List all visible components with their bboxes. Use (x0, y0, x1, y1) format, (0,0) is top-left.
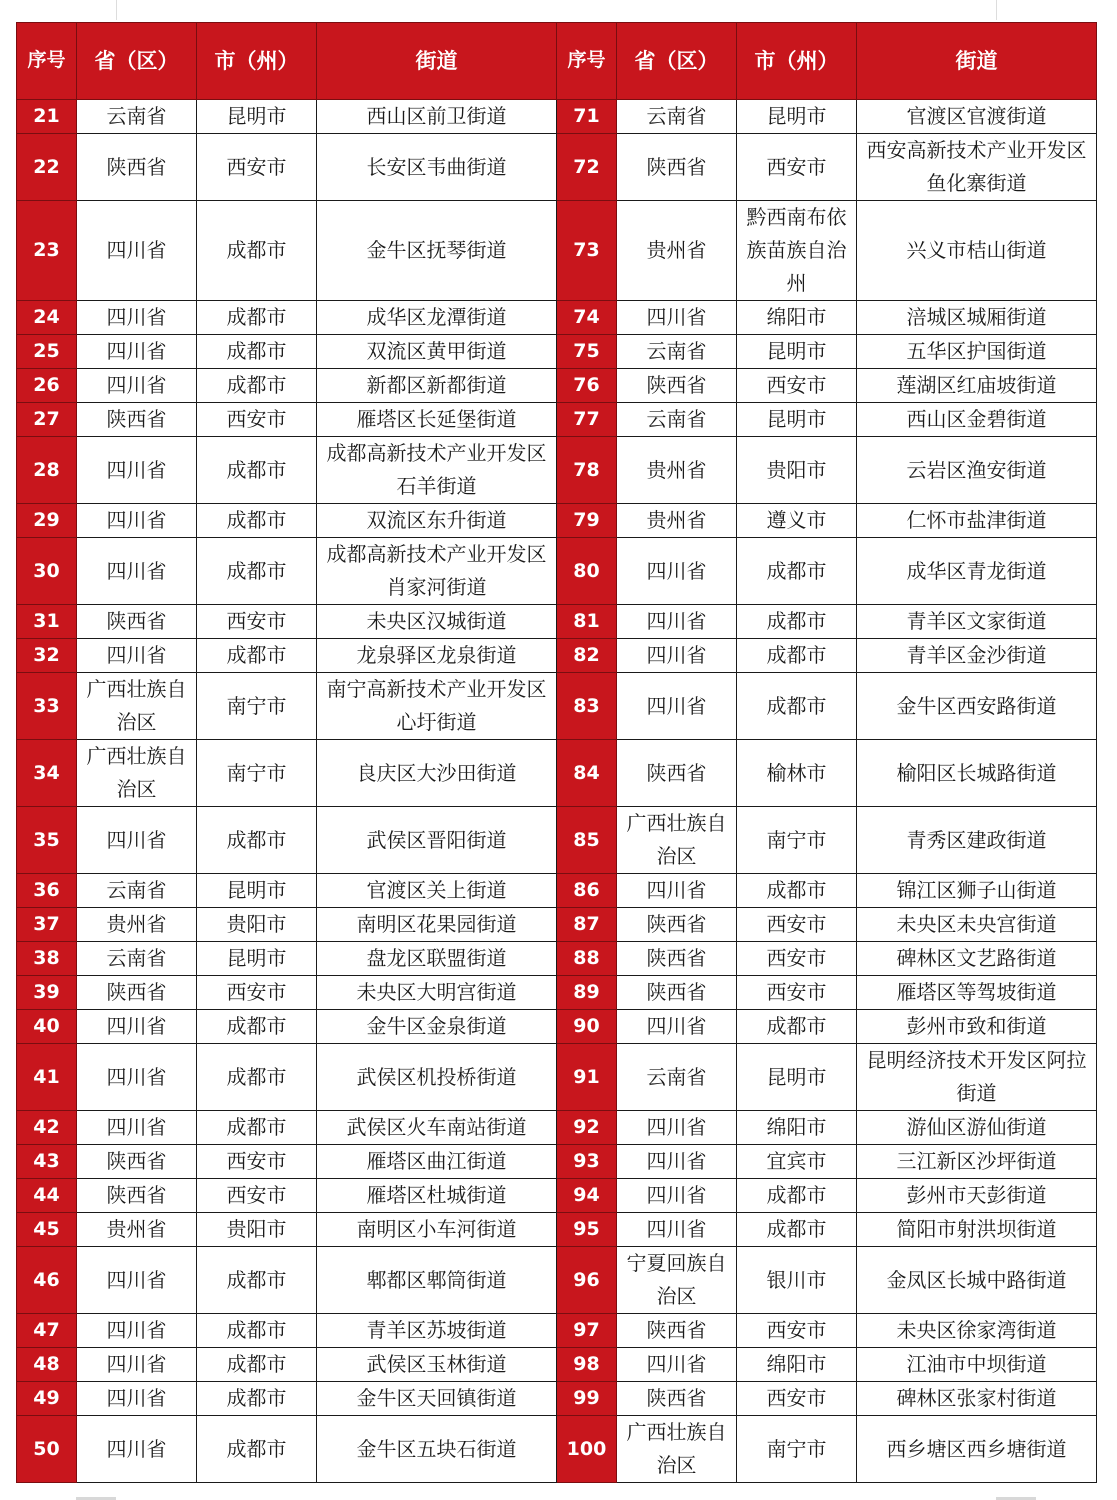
cell-street: 彭州市天彭街道 (857, 1179, 1097, 1213)
cell-province: 陕西省 (77, 134, 197, 201)
cell-street: 西山区金碧街道 (857, 403, 1097, 437)
cell-city: 遵义市 (737, 504, 857, 538)
table-row (17, 201, 1097, 301)
cell-index: 43 (17, 1145, 77, 1179)
cell-index: 90 (557, 1010, 617, 1044)
cell-province: 广西壮族自治区 (617, 1416, 737, 1483)
table-row (17, 335, 1097, 369)
cell-index: 46 (17, 1247, 77, 1314)
cell-city: 昆明市 (197, 942, 317, 976)
cell-city: 银川市 (737, 1247, 857, 1314)
table-row (17, 504, 1097, 538)
cell-city: 成都市 (197, 369, 317, 403)
cell-province: 陕西省 (617, 134, 737, 201)
cell-province: 四川省 (77, 1382, 197, 1416)
cell-index: 92 (557, 1111, 617, 1145)
table-row (17, 1213, 1097, 1247)
cell-city: 西安市 (737, 134, 857, 201)
cell-index: 34 (17, 740, 77, 807)
cell-street: 武侯区火车南站街道 (317, 1111, 557, 1145)
header-index: 序号 (557, 23, 617, 100)
cell-street: 未央区未央宫街道 (857, 908, 1097, 942)
table-row (17, 807, 1097, 874)
cell-index: 99 (557, 1382, 617, 1416)
cell-province: 四川省 (77, 1010, 197, 1044)
cell-province: 四川省 (617, 874, 737, 908)
cell-street: 碑林区张家村街道 (857, 1382, 1097, 1416)
table-row (17, 673, 1097, 740)
cell-province: 四川省 (617, 538, 737, 605)
cell-city: 西安市 (737, 976, 857, 1010)
cell-province: 四川省 (77, 504, 197, 538)
cell-street: 雁塔区长延堡街道 (317, 403, 557, 437)
cell-city: 成都市 (737, 639, 857, 673)
cell-city: 西安市 (737, 942, 857, 976)
cell-street: 龙泉驿区龙泉街道 (317, 639, 557, 673)
table-row (17, 1314, 1097, 1348)
cell-street: 涪城区城厢街道 (857, 301, 1097, 335)
cell-index: 96 (557, 1247, 617, 1314)
cell-street: 西安高新技术产业开发区鱼化寨街道 (857, 134, 1097, 201)
cell-city: 成都市 (197, 1314, 317, 1348)
cell-index: 81 (557, 605, 617, 639)
cell-city: 西安市 (197, 403, 317, 437)
table-row (17, 942, 1097, 976)
cell-province: 四川省 (77, 1044, 197, 1111)
cell-index: 22 (17, 134, 77, 201)
cell-street: 三江新区沙坪街道 (857, 1145, 1097, 1179)
cell-province: 四川省 (617, 673, 737, 740)
cell-city: 绵阳市 (737, 1348, 857, 1382)
cell-street: 雁塔区杜城街道 (317, 1179, 557, 1213)
cell-province: 四川省 (77, 437, 197, 504)
cell-street: 南明区花果园街道 (317, 908, 557, 942)
cell-street: 雁塔区曲江街道 (317, 1145, 557, 1179)
cell-street: 简阳市射洪坝街道 (857, 1213, 1097, 1247)
cell-province: 云南省 (617, 335, 737, 369)
cell-index: 50 (17, 1416, 77, 1483)
cell-city: 昆明市 (197, 874, 317, 908)
cell-city: 贵阳市 (197, 1213, 317, 1247)
table-row (17, 605, 1097, 639)
cell-index: 39 (17, 976, 77, 1010)
cell-index: 26 (17, 369, 77, 403)
cell-province: 陕西省 (617, 976, 737, 1010)
cell-city: 成都市 (197, 1111, 317, 1145)
cell-street: 青羊区苏坡街道 (317, 1314, 557, 1348)
cell-index: 89 (557, 976, 617, 1010)
cell-index: 83 (557, 673, 617, 740)
cell-street: 南宁高新技术产业开发区心圩街道 (317, 673, 557, 740)
cell-province: 宁夏回族自治区 (617, 1247, 737, 1314)
cell-street: 未央区大明宫街道 (317, 976, 557, 1010)
cell-city: 成都市 (197, 1247, 317, 1314)
cell-street: 莲湖区红庙坡街道 (857, 369, 1097, 403)
cell-city: 成都市 (197, 538, 317, 605)
cell-index: 38 (17, 942, 77, 976)
table-row (17, 403, 1097, 437)
cell-street: 金凤区长城中路街道 (857, 1247, 1097, 1314)
cell-province: 贵州省 (617, 201, 737, 301)
cell-province: 四川省 (77, 639, 197, 673)
cell-index: 95 (557, 1213, 617, 1247)
cell-city: 成都市 (197, 1348, 317, 1382)
cell-street: 江油市中坝街道 (857, 1348, 1097, 1382)
cell-city: 西安市 (197, 605, 317, 639)
cell-province: 四川省 (77, 1314, 197, 1348)
cell-city: 南宁市 (197, 673, 317, 740)
cell-street: 碑林区文艺路街道 (857, 942, 1097, 976)
cell-province: 四川省 (617, 1111, 737, 1145)
table-row (17, 874, 1097, 908)
cell-province: 贵州省 (77, 1213, 197, 1247)
header-row (17, 23, 1097, 100)
cell-index: 23 (17, 201, 77, 301)
table-row (17, 100, 1097, 134)
cell-street: 金牛区西安路街道 (857, 673, 1097, 740)
cell-province: 四川省 (77, 335, 197, 369)
cell-province: 陕西省 (617, 740, 737, 807)
cell-province: 四川省 (77, 301, 197, 335)
cell-index: 86 (557, 874, 617, 908)
cell-province: 四川省 (617, 1145, 737, 1179)
cell-province: 陕西省 (617, 908, 737, 942)
cell-city: 西安市 (197, 1145, 317, 1179)
header-street: 街道 (857, 23, 1097, 100)
cell-street: 官渡区关上街道 (317, 874, 557, 908)
cell-street: 成都高新技术产业开发区石羊街道 (317, 437, 557, 504)
cell-city: 西安市 (737, 1314, 857, 1348)
table-row (17, 1247, 1097, 1314)
cell-street: 仁怀市盐津街道 (857, 504, 1097, 538)
cell-index: 40 (17, 1010, 77, 1044)
cell-index: 84 (557, 740, 617, 807)
cell-street: 西乡塘区西乡塘街道 (857, 1416, 1097, 1483)
cell-street: 未央区汉城街道 (317, 605, 557, 639)
cell-index: 88 (557, 942, 617, 976)
cell-street: 锦江区狮子山街道 (857, 874, 1097, 908)
cell-province: 四川省 (617, 1010, 737, 1044)
cell-city: 西安市 (197, 134, 317, 201)
cell-city: 成都市 (197, 1416, 317, 1483)
header-street: 街道 (317, 23, 557, 100)
cell-province: 云南省 (77, 100, 197, 134)
cell-city: 成都市 (197, 1382, 317, 1416)
cell-province: 贵州省 (617, 504, 737, 538)
cell-city: 成都市 (737, 1213, 857, 1247)
cell-index: 80 (557, 538, 617, 605)
cell-city: 成都市 (197, 437, 317, 504)
cell-index: 77 (557, 403, 617, 437)
cell-province: 云南省 (617, 1044, 737, 1111)
cell-index: 85 (557, 807, 617, 874)
cell-province: 云南省 (617, 403, 737, 437)
cell-province: 四川省 (617, 1348, 737, 1382)
cell-city: 成都市 (197, 1044, 317, 1111)
cell-province: 云南省 (77, 874, 197, 908)
cell-province: 广西壮族自治区 (77, 740, 197, 807)
cell-street: 成都高新技术产业开发区肖家河街道 (317, 538, 557, 605)
cell-index: 49 (17, 1382, 77, 1416)
cell-street: 未央区徐家湾街道 (857, 1314, 1097, 1348)
cell-city: 南宁市 (737, 807, 857, 874)
cell-street: 官渡区官渡街道 (857, 100, 1097, 134)
cell-index: 25 (17, 335, 77, 369)
cell-city: 贵阳市 (197, 908, 317, 942)
cell-street: 金牛区五块石街道 (317, 1416, 557, 1483)
table-row (17, 1179, 1097, 1213)
cell-street: 金牛区抚琴街道 (317, 201, 557, 301)
cell-city: 成都市 (737, 538, 857, 605)
table-row (17, 1010, 1097, 1044)
cell-index: 75 (557, 335, 617, 369)
cell-province: 四川省 (617, 1213, 737, 1247)
cell-street: 新都区新都街道 (317, 369, 557, 403)
cell-index: 79 (557, 504, 617, 538)
cell-index: 87 (557, 908, 617, 942)
cell-index: 31 (17, 605, 77, 639)
top-guide-line (996, 0, 997, 20)
table-row (17, 301, 1097, 335)
cell-province: 四川省 (617, 605, 737, 639)
header-city: 市（州） (737, 23, 857, 100)
cell-city: 成都市 (197, 1010, 317, 1044)
cell-city: 昆明市 (737, 100, 857, 134)
cell-index: 74 (557, 301, 617, 335)
cell-city: 南宁市 (737, 1416, 857, 1483)
cell-index: 35 (17, 807, 77, 874)
cell-street: 郫都区郫筒街道 (317, 1247, 557, 1314)
cell-street: 双流区黄甲街道 (317, 335, 557, 369)
cell-city: 成都市 (737, 673, 857, 740)
cell-street: 良庆区大沙田街道 (317, 740, 557, 807)
cell-index: 21 (17, 100, 77, 134)
cell-city: 成都市 (737, 874, 857, 908)
cell-index: 82 (557, 639, 617, 673)
cell-province: 贵州省 (617, 437, 737, 504)
cell-city: 西安市 (197, 976, 317, 1010)
cell-index: 32 (17, 639, 77, 673)
cell-index: 93 (557, 1145, 617, 1179)
table-row (17, 1348, 1097, 1382)
cell-street: 长安区韦曲街道 (317, 134, 557, 201)
cell-index: 29 (17, 504, 77, 538)
cell-index: 48 (17, 1348, 77, 1382)
cell-city: 成都市 (737, 1010, 857, 1044)
cell-city: 绵阳市 (737, 1111, 857, 1145)
cell-street: 金牛区金泉街道 (317, 1010, 557, 1044)
cell-city: 榆林市 (737, 740, 857, 807)
cell-city: 成都市 (197, 335, 317, 369)
streets-table (16, 22, 1097, 1483)
cell-index: 47 (17, 1314, 77, 1348)
cell-province: 四川省 (77, 1348, 197, 1382)
cell-province: 贵州省 (77, 908, 197, 942)
cell-province: 陕西省 (77, 403, 197, 437)
table-row (17, 639, 1097, 673)
cell-index: 100 (557, 1416, 617, 1483)
cell-street: 昆明经济技术开发区阿拉街道 (857, 1044, 1097, 1111)
cell-city: 绵阳市 (737, 301, 857, 335)
cell-province: 陕西省 (77, 1145, 197, 1179)
cell-province: 云南省 (77, 942, 197, 976)
cell-city: 成都市 (197, 639, 317, 673)
cell-city: 贵阳市 (737, 437, 857, 504)
cell-city: 西安市 (737, 908, 857, 942)
cell-province: 广西壮族自治区 (77, 673, 197, 740)
header-index: 序号 (17, 23, 77, 100)
cell-street: 金牛区天回镇街道 (317, 1382, 557, 1416)
cell-province: 四川省 (77, 807, 197, 874)
cell-street: 雁塔区等驾坡街道 (857, 976, 1097, 1010)
cell-index: 27 (17, 403, 77, 437)
cell-index: 44 (17, 1179, 77, 1213)
cell-city: 昆明市 (737, 403, 857, 437)
cell-city: 西安市 (737, 369, 857, 403)
cell-city: 黔西南布依族苗族自治州 (737, 201, 857, 301)
cell-index: 45 (17, 1213, 77, 1247)
cell-street: 武侯区玉林街道 (317, 1348, 557, 1382)
cell-city: 西安市 (197, 1179, 317, 1213)
cell-index: 73 (557, 201, 617, 301)
cell-index: 24 (17, 301, 77, 335)
table-row (17, 1416, 1097, 1483)
cell-index: 78 (557, 437, 617, 504)
cell-index: 72 (557, 134, 617, 201)
cell-city: 昆明市 (197, 100, 317, 134)
cell-province: 陕西省 (617, 1314, 737, 1348)
cell-street: 西山区前卫街道 (317, 100, 557, 134)
cell-index: 91 (557, 1044, 617, 1111)
header-city: 市（州） (197, 23, 317, 100)
cell-index: 33 (17, 673, 77, 740)
cell-index: 76 (557, 369, 617, 403)
cell-province: 四川省 (77, 369, 197, 403)
cell-street: 青秀区建政街道 (857, 807, 1097, 874)
cell-index: 41 (17, 1044, 77, 1111)
cell-street: 成华区龙潭街道 (317, 301, 557, 335)
cell-index: 28 (17, 437, 77, 504)
cell-city: 南宁市 (197, 740, 317, 807)
streets-table-container (16, 22, 1096, 1483)
cell-city: 成都市 (737, 605, 857, 639)
cell-street: 兴义市桔山街道 (857, 201, 1097, 301)
cell-province: 四川省 (77, 1111, 197, 1145)
cell-street: 青羊区金沙街道 (857, 639, 1097, 673)
table-row (17, 1382, 1097, 1416)
cell-street: 成华区青龙街道 (857, 538, 1097, 605)
cell-province: 四川省 (77, 538, 197, 605)
cell-street: 榆阳区长城路街道 (857, 740, 1097, 807)
table-row (17, 538, 1097, 605)
cell-street: 盘龙区联盟街道 (317, 942, 557, 976)
cell-province: 陕西省 (617, 369, 737, 403)
cell-city: 昆明市 (737, 335, 857, 369)
cell-street: 南明区小车河街道 (317, 1213, 557, 1247)
cell-street: 青羊区文家街道 (857, 605, 1097, 639)
cell-street: 云岩区渔安街道 (857, 437, 1097, 504)
table-row (17, 369, 1097, 403)
cell-index: 37 (17, 908, 77, 942)
cell-city: 昆明市 (737, 1044, 857, 1111)
table-row (17, 437, 1097, 504)
cell-city: 成都市 (737, 1179, 857, 1213)
cell-city: 成都市 (197, 301, 317, 335)
table-row (17, 976, 1097, 1010)
cell-province: 四川省 (77, 1247, 197, 1314)
cell-street: 五华区护国街道 (857, 335, 1097, 369)
cell-city: 西安市 (737, 1382, 857, 1416)
table-row (17, 908, 1097, 942)
table-row (17, 134, 1097, 201)
cell-province: 四川省 (617, 639, 737, 673)
cell-city: 成都市 (197, 504, 317, 538)
cell-province: 陕西省 (77, 1179, 197, 1213)
cell-province: 陕西省 (617, 1382, 737, 1416)
table-row (17, 740, 1097, 807)
cell-province: 云南省 (617, 100, 737, 134)
cell-province: 四川省 (77, 201, 197, 301)
cell-street: 武侯区晋阳街道 (317, 807, 557, 874)
cell-province: 四川省 (617, 301, 737, 335)
cell-province: 陕西省 (77, 605, 197, 639)
cell-province: 陕西省 (77, 976, 197, 1010)
table-row (17, 1145, 1097, 1179)
table-body (17, 100, 1097, 1483)
cell-street: 彭州市致和街道 (857, 1010, 1097, 1044)
header-province: 省（区） (77, 23, 197, 100)
cell-province: 四川省 (77, 1416, 197, 1483)
cell-index: 94 (557, 1179, 617, 1213)
cell-index: 42 (17, 1111, 77, 1145)
cell-index: 98 (557, 1348, 617, 1382)
cell-city: 成都市 (197, 201, 317, 301)
cell-street: 武侯区机投桥街道 (317, 1044, 557, 1111)
header-province: 省（区） (617, 23, 737, 100)
cell-province: 四川省 (617, 1179, 737, 1213)
table-row (17, 1044, 1097, 1111)
cell-province: 广西壮族自治区 (617, 807, 737, 874)
cell-index: 71 (557, 100, 617, 134)
top-guide-line (116, 0, 117, 20)
cell-street: 双流区东升街道 (317, 504, 557, 538)
table-row (17, 1111, 1097, 1145)
cell-index: 30 (17, 538, 77, 605)
cell-city: 宜宾市 (737, 1145, 857, 1179)
cell-index: 97 (557, 1314, 617, 1348)
cell-street: 游仙区游仙街道 (857, 1111, 1097, 1145)
cell-city: 成都市 (197, 807, 317, 874)
cell-index: 36 (17, 874, 77, 908)
cell-province: 陕西省 (617, 942, 737, 976)
